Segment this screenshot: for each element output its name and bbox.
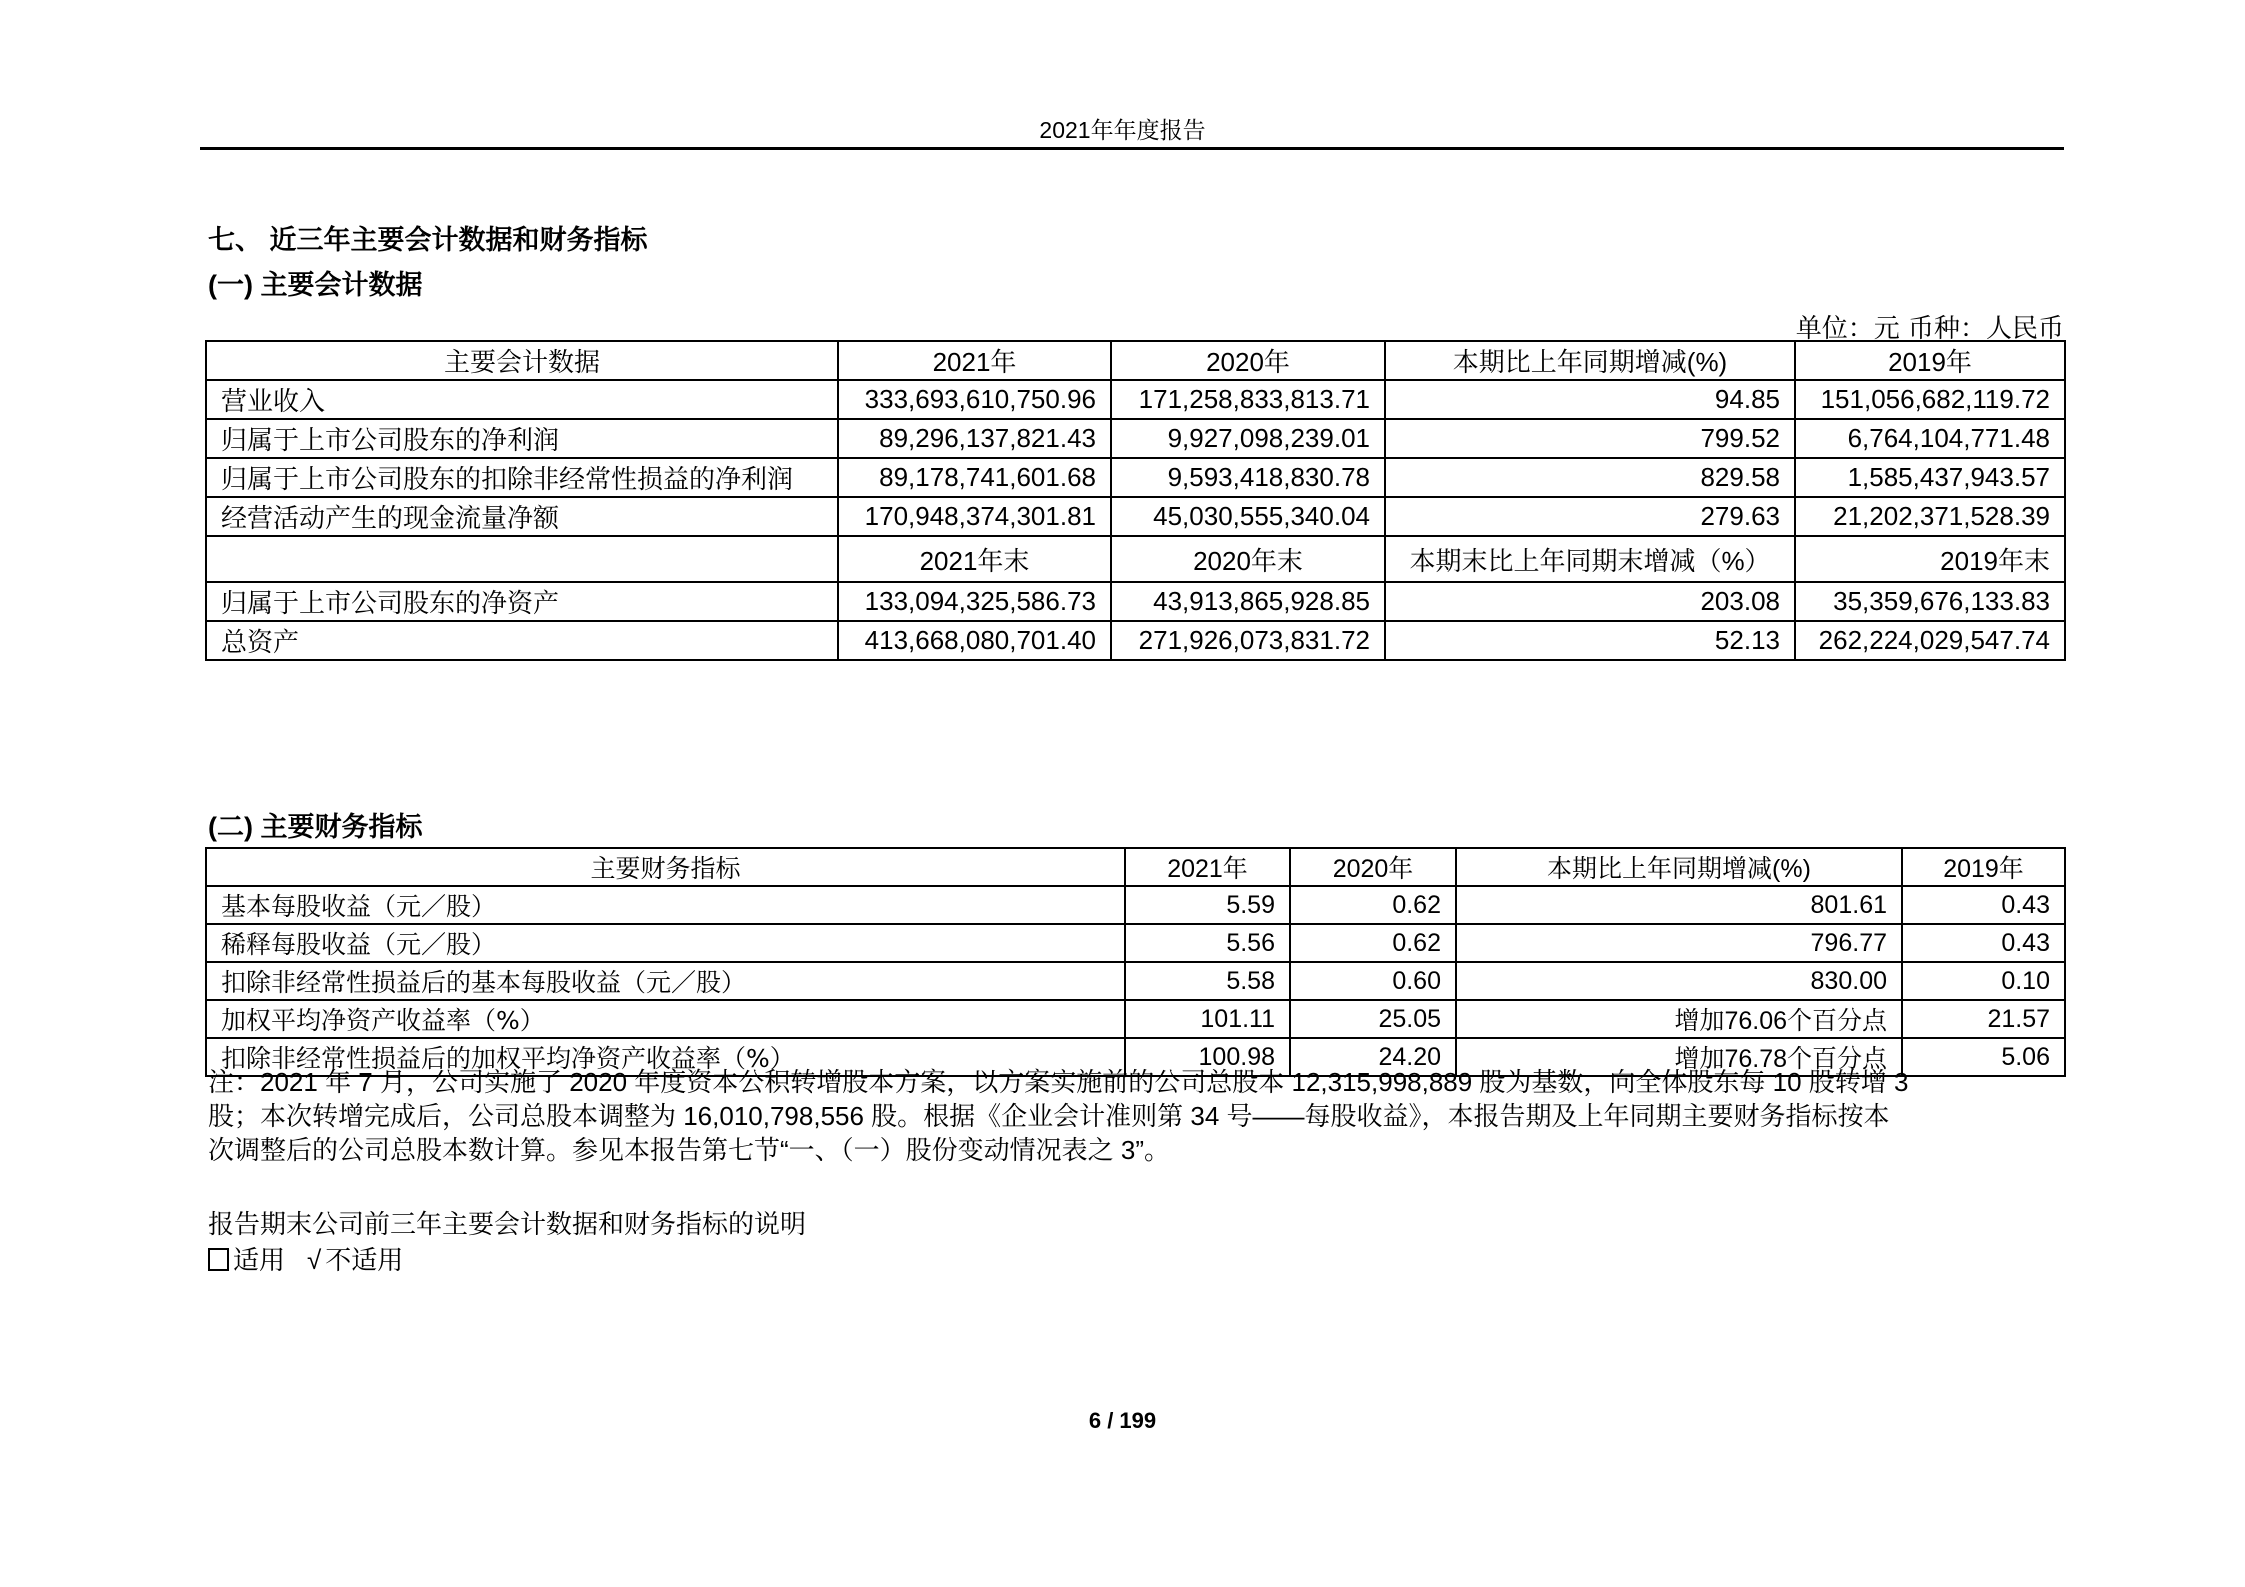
table-cell: 5.06 (1902, 1038, 2065, 1076)
table-cell: 101.11 (1125, 1000, 1290, 1038)
table-cell: 0.60 (1290, 962, 1456, 1000)
row-label: 总资产 (206, 621, 838, 660)
table-cell: 100.98 (1125, 1038, 1290, 1076)
table-cell: 增加76.06个百分点 (1456, 1000, 1902, 1038)
table-cell: 9,927,098,239.01 (1111, 419, 1385, 458)
table-row (206, 886, 2065, 924)
table-cell: 0.62 (1290, 924, 1456, 962)
table-cell: 151,056,682,119.72 (1795, 380, 2065, 419)
table-row (206, 458, 2065, 497)
table-cell: 21,202,371,528.39 (1795, 497, 2065, 536)
table-cell: 94.85 (1385, 380, 1795, 419)
table-row (206, 380, 2065, 419)
row-label: 加权平均净资产收益率（%） (206, 1000, 1125, 1038)
check-mark-icon: √ (307, 1245, 322, 1275)
table-cell: 35,359,676,133.83 (1795, 582, 2065, 621)
table-cell: 203.08 (1385, 582, 1795, 621)
table-header-cell: 本期比上年同期增减(%) (1385, 341, 1795, 380)
row-label: 经营活动产生的现金流量净额 (206, 497, 838, 536)
table-header-cell: 2019年 (1902, 848, 2065, 886)
table-cell: 413,668,080,701.40 (838, 621, 1111, 660)
table-cell: 5.56 (1125, 924, 1290, 962)
applicability-options (208, 1240, 403, 1277)
row-label: 扣除非经常性损益后的加权平均净资产收益率（%） (206, 1038, 1125, 1076)
row-label: 归属于上市公司股东的净资产 (206, 582, 838, 621)
row-label: 扣除非经常性损益后的基本每股收益（元／股） (206, 962, 1125, 1000)
table-cell: 830.00 (1456, 962, 1902, 1000)
option-applicable-label: 适用 (233, 1245, 286, 1275)
table-cell: 9,593,418,830.78 (1111, 458, 1385, 497)
table-cell: 271,926,073,831.72 (1111, 621, 1385, 660)
table-cell: 171,258,833,813.71 (1111, 380, 1385, 419)
unchecked-box-icon (208, 1248, 229, 1271)
table-header-row (206, 341, 2065, 380)
table-header-cell: 2019年末 (1795, 536, 2065, 582)
note-line: 股；本次转增完成后，公司总股本调整为 16,010,798,556 股。根据《企业会计准则第 34 号——每股收益》，本报告期及上年同期主要财务指标按本 (208, 1101, 1890, 1131)
table-cell: 21.57 (1902, 1000, 2065, 1038)
header-rule (200, 147, 2064, 150)
table-header-cell: 2021年末 (838, 536, 1111, 582)
financial-indicators-table (205, 847, 2066, 1077)
table-cell: 0.43 (1902, 886, 2065, 924)
table-cell: 89,178,741,601.68 (838, 458, 1111, 497)
table-cell: 25.05 (1290, 1000, 1456, 1038)
table-cell: 333,693,610,750.96 (838, 380, 1111, 419)
note-line: 注：2021 年 7 月，公司实施了 2020 年度资本公积转增股本方案，以方案实施前的公司总股本 12,315,998,889 股为基数，向全体股东每 10 股转增 3 (208, 1067, 1909, 1097)
table-cell: 0.43 (1902, 924, 2065, 962)
row-label: 归属于上市公司股东的净利润 (206, 419, 838, 458)
table-row (206, 924, 2065, 962)
table-cell: 增加76.78个百分点 (1456, 1038, 1902, 1076)
table-cell: 52.13 (1385, 621, 1795, 660)
page-number: 6 / 199 (1088, 1408, 1157, 1433)
table-row (206, 621, 2065, 660)
table-header-cell: 主要会计数据 (206, 341, 838, 380)
table-row (206, 1000, 2065, 1038)
table-cell: 829.58 (1385, 458, 1795, 497)
option-not-applicable-label: 不适用 (325, 1245, 404, 1275)
table-row (206, 419, 2065, 458)
table-cell: 45,030,555,340.04 (1111, 497, 1385, 536)
table-cell: 801.61 (1456, 886, 1902, 924)
table-header-cell: 2020年末 (1111, 536, 1385, 582)
table-cell: 799.52 (1385, 419, 1795, 458)
table-cell: 43,913,865,928.85 (1111, 582, 1385, 621)
row-label: 归属于上市公司股东的扣除非经常性损益的净利润 (206, 458, 838, 497)
table-header-cell: 2019年 (1795, 341, 2065, 380)
table-row (206, 962, 2065, 1000)
table-header-cell: 本期比上年同期增减(%) (1456, 848, 1902, 886)
table-header-cell: 2021年 (838, 341, 1111, 380)
table-cell: 5.58 (1125, 962, 1290, 1000)
table-cell: 0.62 (1290, 886, 1456, 924)
table-header-cell (206, 536, 838, 582)
row-label: 营业收入 (206, 380, 838, 419)
table-cell: 5.59 (1125, 886, 1290, 924)
table-cell: 279.63 (1385, 497, 1795, 536)
table-cell: 6,764,104,771.48 (1795, 419, 2065, 458)
report-header-title: 2021年年度报告 (1039, 117, 1206, 143)
table-cell: 89,296,137,821.43 (838, 419, 1111, 458)
table-header-cell: 主要财务指标 (206, 848, 1125, 886)
table-header-cell: 本期末比上年同期末增减（%） (1385, 536, 1795, 582)
accounting-data-title: (一) 主要会计数据 (208, 270, 423, 300)
table-row (206, 582, 2065, 621)
note-line: 次调整后的公司总股本数计算。参见本报告第七节“一、（一）股份变动情况表之 3”。 (208, 1135, 1171, 1165)
unit-currency-label: 单位：元 币种：人民币 (1795, 314, 2064, 344)
section-title: 七、 近三年主要会计数据和财务指标 (208, 225, 648, 255)
note-paragraph (208, 1065, 2064, 1167)
table-cell: 1,585,437,943.57 (1795, 458, 2065, 497)
table-cell: 170,948,374,301.81 (838, 497, 1111, 536)
table-cell: 262,224,029,547.74 (1795, 621, 2065, 660)
table-cell: 796.77 (1456, 924, 1902, 962)
table-row (206, 497, 2065, 536)
row-label: 稀释每股收益（元／股） (206, 924, 1125, 962)
table-header-cell: 2021年 (1125, 848, 1290, 886)
table-subheader-row (206, 536, 2065, 582)
table-cell: 0.10 (1902, 962, 2065, 1000)
accounting-data-table (205, 340, 2066, 661)
table-cell: 133,094,325,586.73 (838, 582, 1111, 621)
table-cell: 24.20 (1290, 1038, 1456, 1076)
table-header-row (206, 848, 2065, 886)
table-header-cell: 2020年 (1111, 341, 1385, 380)
row-label: 基本每股收益（元／股） (206, 886, 1125, 924)
table-header-cell: 2020年 (1290, 848, 1456, 886)
financial-indicators-title: (二) 主要财务指标 (208, 812, 423, 842)
explanation-title: 报告期末公司前三年主要会计数据和财务指标的说明 (208, 1209, 807, 1239)
